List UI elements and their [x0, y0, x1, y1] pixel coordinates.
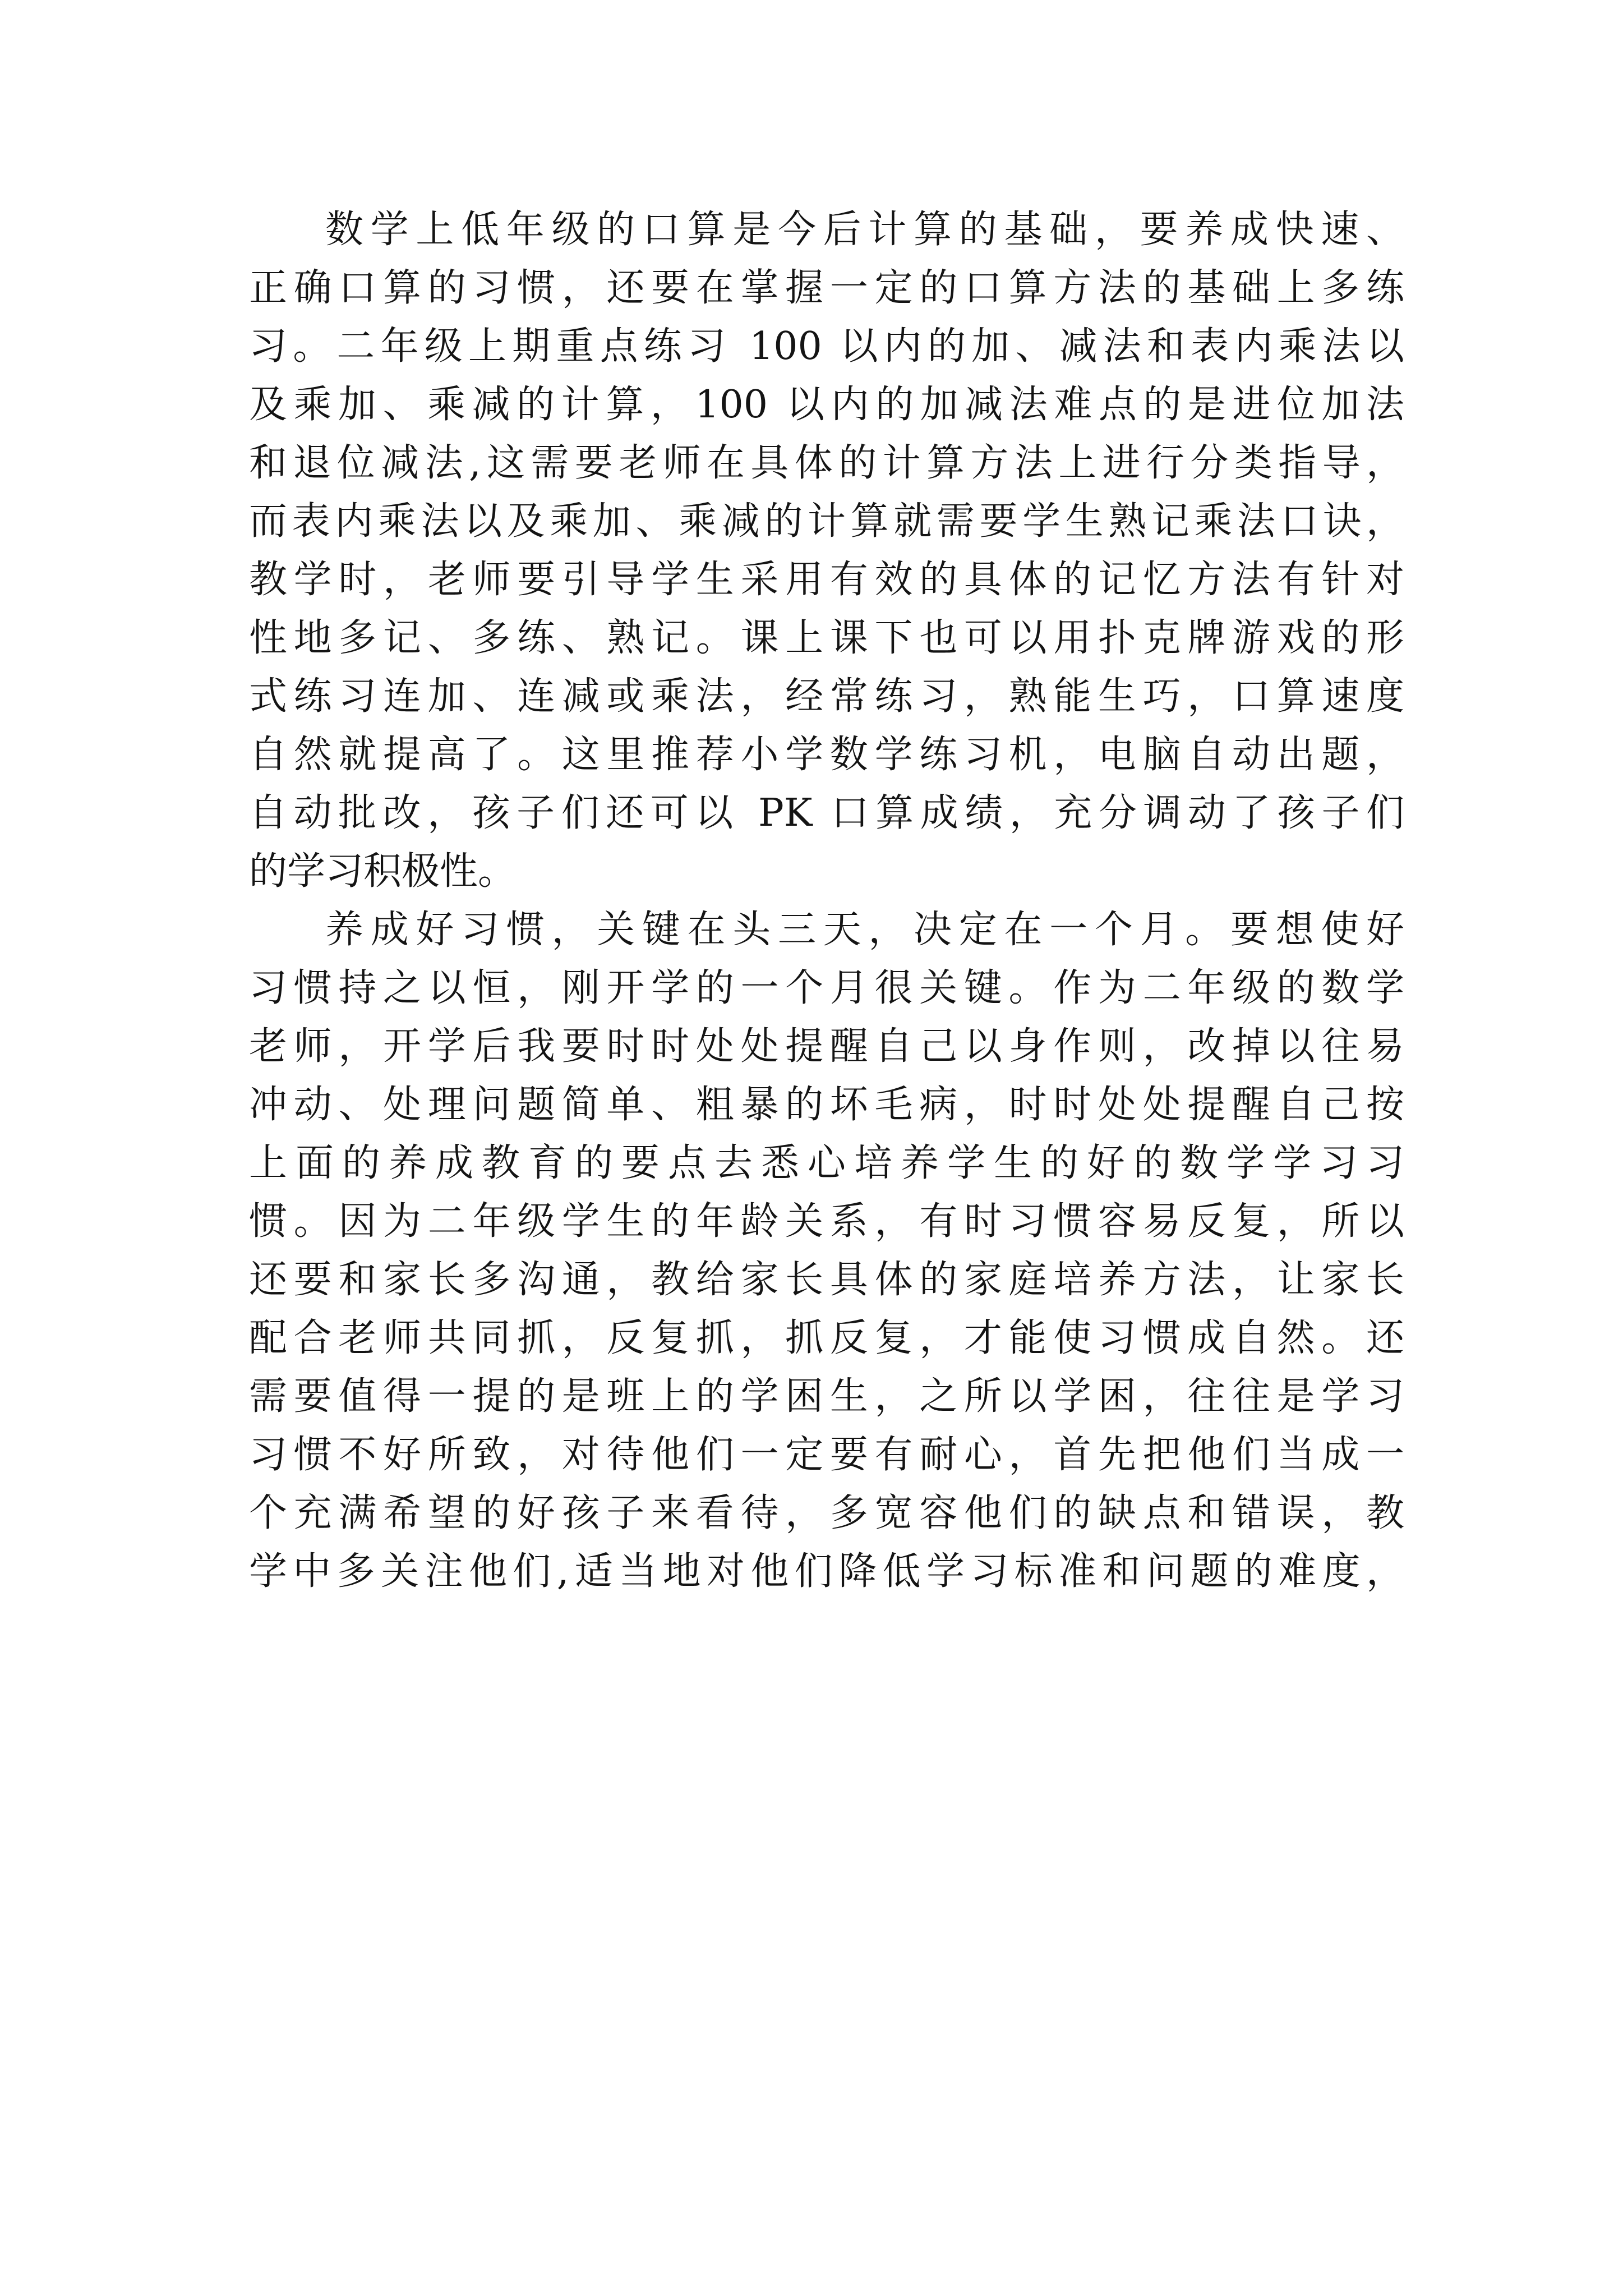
paragraph-1-line-4: 及乘加、乘减的计算，100 以内的加减法难点的是进位加法 [249, 383, 1404, 427]
paragraph-2-line-6: 惯。因为二年级学生的年龄关系，有时习惯容易反复，所以 [249, 1199, 1404, 1244]
paragraph-2-line-9: 需要值得一提的是班上的学困生，之所以学困，往往是学习 [249, 1374, 1404, 1419]
paragraph-2-line-4: 冲动、处理问题简单、粗暴的坏毛病，时时处处提醒自己按 [249, 1083, 1404, 1127]
paragraph-2-line-2: 习惯持之以恒，刚开学的一个月很关键。作为二年级的数学 [249, 966, 1404, 1010]
paragraph-1-line-2: 正确口算的习惯，还要在掌握一定的口算方法的基础上多练 [249, 266, 1404, 310]
paragraph-2 [249, 901, 1404, 1601]
paragraph-2-line-12: 学中多关注他们,适当地对他们降低学习标准和问题的难度， [249, 1549, 1404, 1594]
paragraph-1-line-12: 的学习积极性。 [249, 849, 517, 894]
paragraph-1-line-3: 习。二年级上期重点练习 100 以内的加、减法和表内乘法以 [249, 324, 1404, 369]
paragraph-2-line-7: 还要和家长多沟通，教给家长具体的家庭培养方法，让家长 [249, 1258, 1404, 1302]
paragraph-2-line-5: 上面的养成教育的要点去悉心培养学生的好的数学学习习 [249, 1141, 1404, 1185]
paragraph-2-line-8: 配合老师共同抓，反复抓，抓反复，才能使习惯成自然。还 [249, 1316, 1404, 1360]
paragraph-1-line-11: 自动批改，孩子们还可以 PK 口算成绩，充分调动了孩子们 [249, 791, 1404, 835]
document-body [249, 201, 1404, 1601]
paragraph-2-line-11: 个充满希望的好孩子来看待，多宽容他们的缺点和错误，教 [249, 1491, 1404, 1535]
paragraph-2-line-1: 养成好习惯，关键在头三天，决定在一个月。要想使好 [325, 908, 1404, 952]
paragraph-1-line-8: 性地多记、多练、熟记。课上课下也可以用扑克牌游戏的形 [249, 616, 1404, 660]
paragraph-1-line-1: 数学上低年级的口算是今后计算的基础，要养成快速、 [325, 208, 1404, 252]
paragraph-1-line-10: 自然就提高了。这里推荐小学数学练习机，电脑自动出题， [249, 733, 1404, 777]
paragraph-1 [249, 201, 1404, 901]
paragraph-2-line-10: 习惯不好所致，对待他们一定要有耐心，首先把他们当成一 [249, 1433, 1404, 1477]
paragraph-1-line-5: 和退位减法,这需要老师在具体的计算方法上进行分类指导， [249, 441, 1404, 485]
paragraph-1-line-9: 式练习连加、连减或乘法，经常练习，熟能生巧，口算速度 [249, 674, 1404, 719]
paragraph-2-line-3: 老师，开学后我要时时处处提醒自己以身作则，改掉以往易 [249, 1024, 1404, 1069]
paragraph-1-line-7: 教学时，老师要引导学生采用有效的具体的记忆方法有针对 [249, 558, 1404, 602]
paragraph-1-line-6: 而表内乘法以及乘加、乘减的计算就需要学生熟记乘法口诀， [249, 499, 1404, 544]
